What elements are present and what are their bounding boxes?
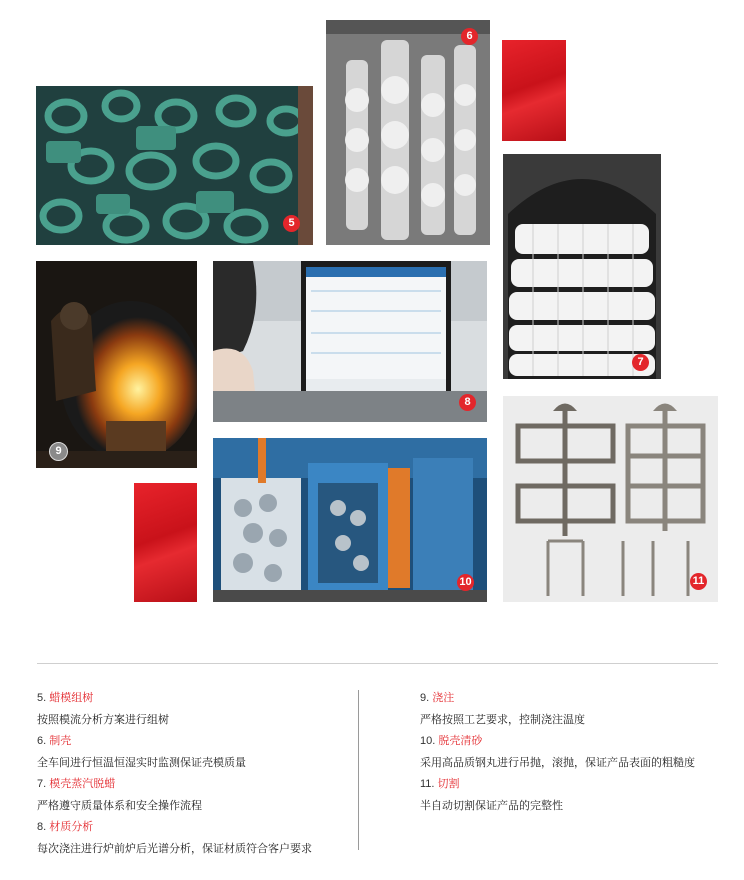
step-badge-5: 5 xyxy=(283,215,300,232)
step-5-description: 按照模流分析方案进行组树 xyxy=(37,713,169,726)
step-badge-10: 10 xyxy=(457,574,474,591)
step-badge-9: 9 xyxy=(49,442,68,461)
step-badge-7: 7 xyxy=(632,354,649,371)
steps-left-column xyxy=(37,688,352,860)
step-7-description: 严格遵守质量体系和安全操作流程 xyxy=(37,799,202,812)
step-5-heading: 5. 蜡模组树 xyxy=(37,692,94,704)
step-10-title: 脱壳清砂 xyxy=(438,735,483,747)
photo-spectrometer xyxy=(213,261,487,422)
photo-cut-castings xyxy=(503,396,718,602)
step-10-heading: 10. 脱壳清砂 xyxy=(420,735,483,747)
pouring-illustration xyxy=(36,261,197,468)
autoclave-illustration xyxy=(503,154,661,379)
step-8-description: 每次浇注进行炉前炉后光谱分析，保证材质符合客户要求 xyxy=(37,842,312,855)
step-badge-8: 8 xyxy=(459,394,476,411)
section-divider xyxy=(37,663,718,664)
step-10-description: 采用高品质钢丸进行吊抛，滚抛，保证产品表面的粗糙度 xyxy=(420,756,695,769)
column-divider xyxy=(358,690,359,850)
step-9-description: 严格按照工艺要求，控制浇注温度 xyxy=(420,713,585,726)
step-7-title: 模壳蒸汽脱蜡 xyxy=(49,778,116,790)
spectrometer-illustration xyxy=(213,261,487,422)
step-6-title: 制壳 xyxy=(49,735,72,747)
photo-wax-tree xyxy=(36,86,313,245)
step-badge-6: 6 xyxy=(461,28,478,45)
decorative-red-block-bottom xyxy=(134,483,197,602)
decorative-red-block-top xyxy=(502,40,566,141)
step-9-heading: 9. 浇注 xyxy=(420,692,455,704)
step-9-title: 浇注 xyxy=(432,692,455,704)
photo-shell-molds xyxy=(326,20,490,245)
step-7-heading: 7. 模壳蒸汽脱蜡 xyxy=(37,778,116,790)
photo-autoclave xyxy=(503,154,661,379)
photo-shot-blast xyxy=(213,438,487,602)
shell-molds-illustration xyxy=(326,20,490,245)
photo-pouring xyxy=(36,261,197,468)
step-5-title: 蜡模组树 xyxy=(49,692,94,704)
step-11-title: 切割 xyxy=(437,778,460,790)
steps-right-column xyxy=(420,688,730,817)
step-8-heading: 8. 材质分析 xyxy=(37,821,94,833)
wax-tree-illustration xyxy=(36,86,313,245)
step-6-heading: 6. 制壳 xyxy=(37,735,72,747)
cut-castings-illustration xyxy=(503,396,718,602)
step-11-description: 半自动切割保证产品的完整性 xyxy=(420,799,563,812)
step-badge-11: 11 xyxy=(690,573,707,590)
step-8-title: 材质分析 xyxy=(49,821,94,833)
step-11-heading: 11. 切割 xyxy=(420,778,460,790)
shot-blast-illustration xyxy=(213,438,487,602)
step-6-description: 全车间进行恒温恒湿实时监测保证壳模质量 xyxy=(37,756,246,769)
